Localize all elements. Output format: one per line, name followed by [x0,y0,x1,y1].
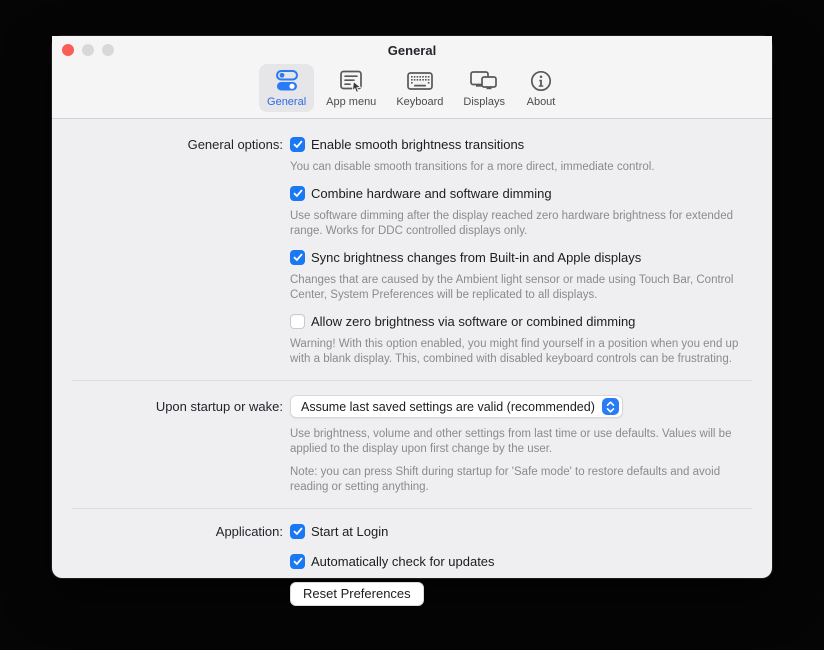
tab-label: Displays [463,96,505,108]
checkbox-label: Automatically check for updates [311,554,495,569]
keyboard-icon [406,69,434,93]
tab-label: App menu [326,96,377,108]
toolbar [52,64,772,119]
application-label: Application: [215,524,283,539]
startup-label: Upon startup or wake: [155,399,283,414]
checkbox-row-sync-brightness[interactable] [290,249,772,266]
checkbox-smooth-transitions[interactable] [290,137,305,152]
dropdown-selected-value: Assume last saved settings are valid (recommended) [301,399,595,414]
tab-keyboard[interactable] [388,64,451,112]
window-header [52,36,772,119]
help-text: Use software dimming after the display reached zero hardware brightness for extended range. Works for DDC controlled displays only. [290,210,733,237]
toggles-icon [274,69,300,93]
checkbox-label: Combine hardware and software dimming [311,186,552,201]
tab-about[interactable] [517,64,565,112]
checkbox-auto-updates[interactable] [290,554,305,569]
checkbox-row-zero-brightness[interactable] [290,313,772,330]
checkbox-row-combine-dimming[interactable] [290,185,772,202]
tab-label: General [267,96,307,108]
chevron-up-down-icon [602,398,619,415]
preferences-window [52,36,772,601]
section-divider [72,380,752,381]
section-startup [52,395,772,495]
checkbox-sync-brightness[interactable] [290,250,305,265]
section-application [52,523,772,606]
startup-mode-dropdown[interactable] [290,395,623,418]
checkbox-label: Start at Login [311,524,389,539]
tab-label: Keyboard [396,96,444,108]
checkbox-row-smooth-transitions[interactable] [290,136,772,153]
titlebar[interactable] [52,36,772,64]
help-text: You can disable smooth transitions for a more direct, immediate control. [290,161,655,173]
section-divider [72,508,752,509]
displays-icon [469,69,499,93]
help-text: Warning! With this option enabled, you might find yourself in a position when you end up with a blank display. This, combined with disabled keyboard controls can be frustrating. [290,338,739,365]
note-text: Note: you can press Shift during startup for 'Safe mode' to restore defaults and avoid reading or setting anything. [290,466,721,493]
menu-cursor-icon [338,69,364,93]
tab-label: About [526,96,556,108]
checkbox-row-start-at-login[interactable] [290,523,772,540]
section-general-options [52,136,772,367]
checkbox-row-auto-updates[interactable] [290,553,772,570]
window-title: General [387,43,437,58]
tab-displays[interactable] [455,64,513,112]
checkbox-label: Sync brightness changes from Built-in and Apple displays [311,250,642,265]
checkbox-combine-dimming[interactable] [290,186,305,201]
general-options-label: General options: [187,137,283,152]
tab-general[interactable] [259,64,314,112]
preferences-content [52,119,772,606]
info-icon [529,69,553,93]
help-text: Changes that are caused by the Ambient light sensor or made using Touch Bar, Control Center, System Preferences will be replicated to all displays. [290,274,734,301]
help-text: Use brightness, volume and other settings from last time or use defaults. Values will be applied to the display upon first change by the user. [290,428,732,455]
checkbox-zero-brightness[interactable] [290,314,305,329]
tab-app-menu[interactable] [318,64,384,112]
checkbox-start-at-login[interactable] [290,524,305,539]
checkbox-label: Enable smooth brightness transitions [311,137,525,152]
reset-preferences-button[interactable]: Reset Preferences [290,582,424,606]
checkbox-label: Allow zero brightness via software or combined dimming [311,314,636,329]
